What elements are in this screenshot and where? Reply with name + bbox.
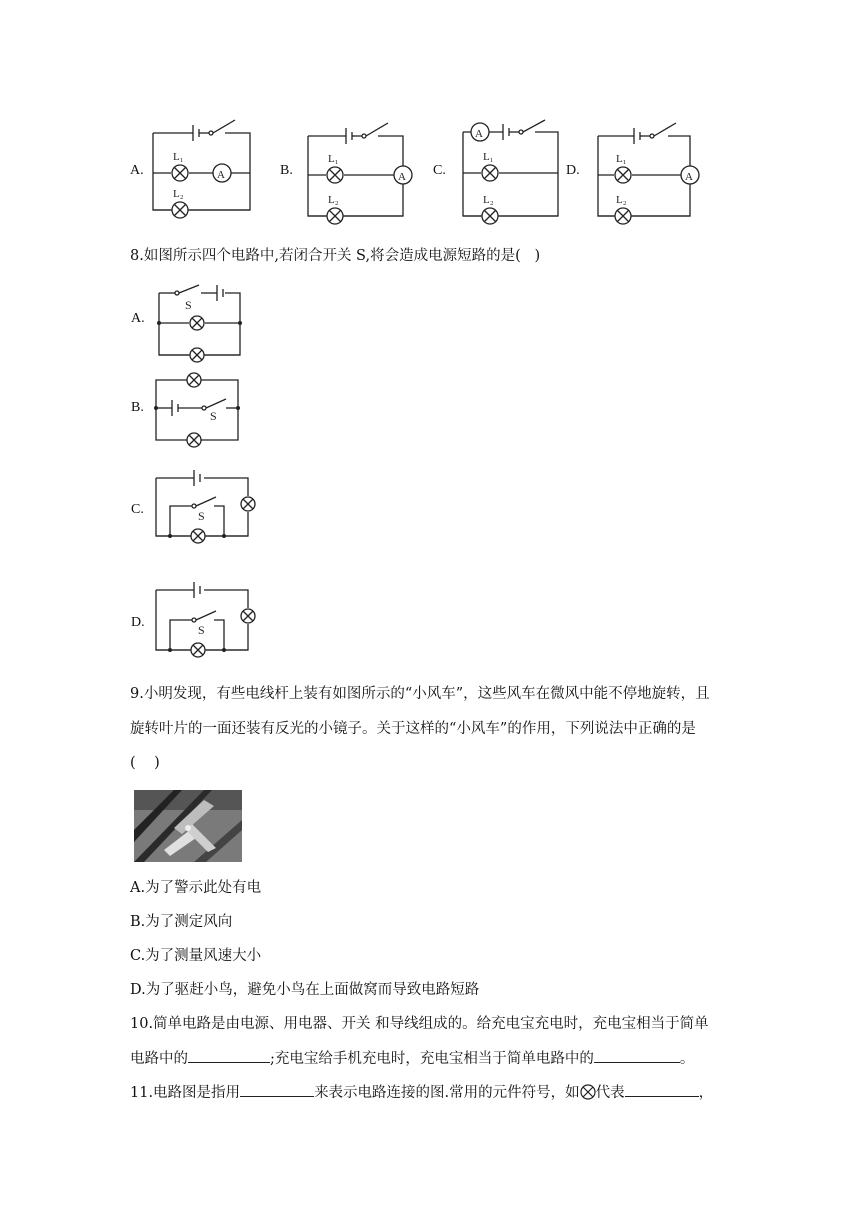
- q7-option-a-label: A.: [130, 163, 144, 178]
- q7-option-d-label: D.: [566, 163, 580, 178]
- switch-label: S: [198, 509, 205, 523]
- q8-circuit-b: [152, 372, 247, 450]
- q8-circuit-c: [152, 468, 262, 548]
- q7-circuit-b: [300, 118, 420, 223]
- q10-stem-line2: [130, 1048, 694, 1069]
- q9-option-d: D.为了驱赶小鸟，避免小鸟在上面做窝而导致电路短路: [130, 982, 480, 998]
- q9-option-b: B.为了测定风向: [130, 914, 233, 930]
- ammeter-label: A: [217, 169, 225, 181]
- q7-circuit-c: [455, 118, 575, 223]
- q8-option-d-label: D.: [131, 615, 145, 630]
- q11-text-d: ，: [698, 1085, 714, 1101]
- switch-label: S: [185, 298, 192, 312]
- q10-text-c: 。: [679, 1051, 695, 1067]
- q8-circuit-d: [152, 580, 262, 660]
- q11-blank-1[interactable]: [240, 1082, 314, 1097]
- l1-label: L₁: [483, 151, 494, 163]
- q11-text-c: 代表: [595, 1085, 625, 1101]
- q8-option-a-label: A.: [131, 311, 145, 326]
- q7-option-b-label: B.: [280, 163, 293, 178]
- q8-option-b-label: B.: [131, 400, 144, 415]
- q8-option-c-label: C.: [131, 502, 144, 517]
- l2-label: L₂: [173, 188, 184, 200]
- q9-option-a: A.为了警示此处有电: [130, 880, 262, 896]
- q10-stem-line1: 10.简单电路是由电源、用电器、开关 和导线组成的。给充电宝充电时，充电宝相当于简单: [130, 1016, 709, 1032]
- q7-circuit-d: [590, 118, 710, 223]
- q10-blank-1[interactable]: [188, 1048, 270, 1063]
- q7-circuit-a: [145, 115, 265, 220]
- switch-label: S: [198, 623, 205, 637]
- q11-text-b: 来表示电路连接的图.常用的元件符号，如: [314, 1085, 580, 1101]
- switch-label: S: [210, 409, 217, 423]
- windmill-photo: [134, 790, 242, 862]
- q9-stem-line3: ( ): [130, 755, 160, 771]
- l1-label: L₁: [173, 151, 184, 163]
- q9-stem-line1: 9.小明发现，有些电线杆上装有如图所示的“小风车”，这些风车在微风中能不停地旋转，且: [130, 686, 710, 702]
- l1-label: L₁: [328, 153, 339, 165]
- q9-option-c: C.为了测量风速大小: [130, 948, 262, 964]
- ammeter-label: A: [398, 171, 406, 183]
- q10-text-b: ;充电宝给手机充电时，充电宝相当于简单电路中的: [270, 1051, 594, 1067]
- ammeter-label: A: [685, 171, 693, 183]
- q10-blank-2[interactable]: [594, 1048, 680, 1063]
- ammeter-label: A: [475, 128, 483, 140]
- l1-label: L₁: [616, 153, 627, 165]
- q10-text-a: 电路中的: [130, 1051, 188, 1067]
- q11-text-a: 11.电路图是指用: [130, 1085, 241, 1101]
- lamp-symbol-icon: [580, 1084, 596, 1100]
- l2-label: L₂: [616, 194, 627, 206]
- q11-blank-2[interactable]: [625, 1082, 699, 1097]
- q7-option-c-label: C.: [433, 163, 446, 178]
- l2-label: L₂: [328, 194, 339, 206]
- q11-stem: [130, 1082, 713, 1103]
- l2-label: L₂: [483, 194, 494, 206]
- q8-circuit-a: [155, 283, 250, 363]
- q9-stem-line2: 旋转叶片的一面还装有反光的小镜子。关于这样的“小风车”的作用，下列说法中正确的是: [130, 721, 696, 737]
- q8-stem: 8.如图所示四个电路中,若闭合开关 S,将会造成电源短路的是( ): [130, 248, 541, 264]
